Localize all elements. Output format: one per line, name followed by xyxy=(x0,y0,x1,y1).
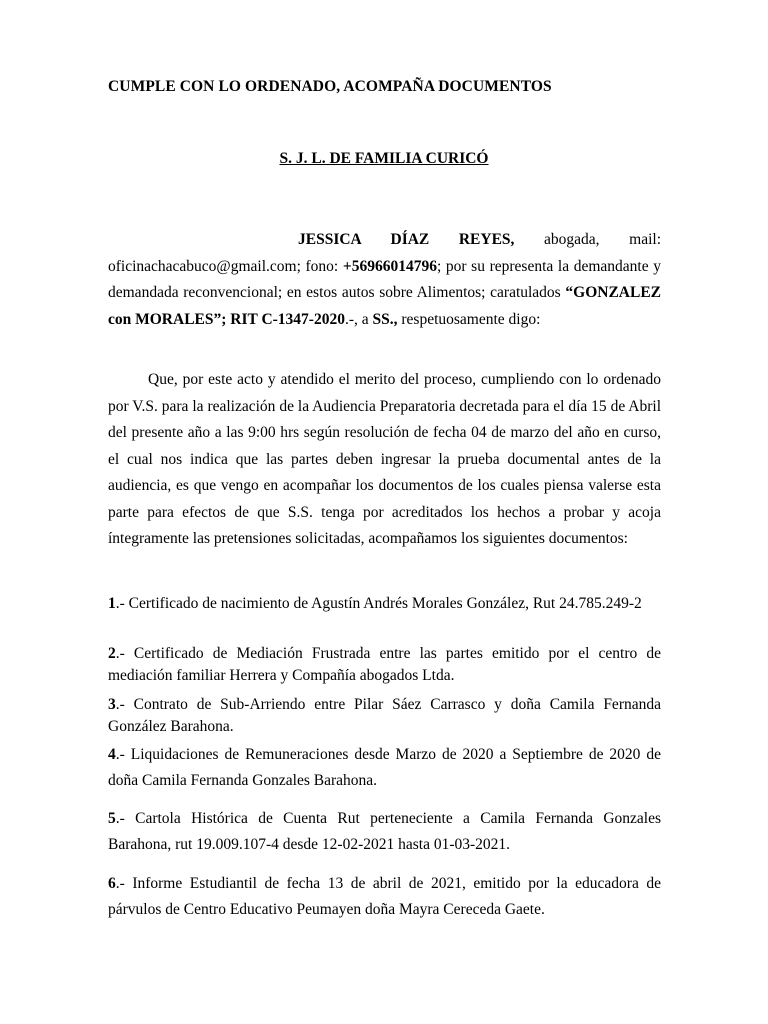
item-separator: .- xyxy=(115,875,125,892)
item-separator: .- xyxy=(115,810,125,827)
item-text: Informe Estudiantil de fecha 13 de abril de 2021, emitido por la educadora de párvulos de Centro Educativo Peumayen doña Mayra Cereceda Gaete. xyxy=(108,875,661,918)
document-item-1 xyxy=(108,593,661,615)
item-separator: .- xyxy=(115,696,125,713)
ss-reference: SS., xyxy=(372,310,398,328)
document-item-5 xyxy=(108,806,661,858)
item-number: 5 xyxy=(108,810,116,827)
document-item-6 xyxy=(108,871,661,923)
phone-number: +56966014796 xyxy=(342,257,437,275)
court-addressee: S. J. L. DE FAMILIA CURICÓ xyxy=(279,150,489,167)
document-item-3 xyxy=(108,694,661,738)
item-text: Cartola Histórica de Cuenta Rut perteneciente a Camila Fernanda Gonzales Barahona, rut 19.009.107-4 desde 12-02-2021 hasta 01-03-2021. xyxy=(108,810,661,853)
item-separator: .- xyxy=(115,746,125,763)
document-heading: CUMPLE CON LO ORDENADO, ACOMPAÑA DOCUMENTOS xyxy=(108,78,552,95)
lawyer-name: JESSICA DÍAZ REYES, xyxy=(298,231,515,248)
item-number: 4 xyxy=(108,746,116,763)
item-text: Certificado de Mediación Frustrada entre las partes emitido por el centro de mediación familiar Herrera y Compañía abogados Ltda. xyxy=(108,645,661,684)
item-text: Liquidaciones de Remuneraciones desde Marzo de 2020 a Septiembre de 2020 de doña Camila Fernanda Gonzales Barahona. xyxy=(108,746,661,789)
case-caption: “GONZALEZ con MORALES”; RIT C-1347-2020 xyxy=(108,284,661,328)
intro-paragraph xyxy=(108,227,661,333)
intro-text-3: .-, a xyxy=(344,310,373,328)
item-text: Certificado de nacimiento de Agustín Andrés Morales González, Rut 24.785.249-2 xyxy=(124,595,642,612)
body-paragraph xyxy=(108,367,661,553)
item-number: 1 xyxy=(108,595,116,612)
document-item-2 xyxy=(108,643,661,687)
intro-text-2: ; por su representa la demandante y demandada reconvencional; en estos autos sobre Alimentos; caratulados xyxy=(108,257,661,302)
item-separator: .- xyxy=(115,595,125,612)
document-item-4 xyxy=(108,742,661,794)
body-text: Que, por este acto y atendido el merito del proceso, cumpliendo con lo ordenado por V.S. para la realización de la Audiencia Preparatoria decretada para el día 15 de Abril del presente año a las 9:00 hrs según resolución de fecha 04 de marzo del año en curso, el cual nos indica que las partes deben ingresar la prueba documental antes de la audiencia, es que vengo en acompañar los documentos de los cuales piensa valerse esta parte para efectos de que S.S. tenga por acreditados los hechos a probar y acoja íntegramente las pretensiones solicitadas, acompañamos los siguientes documentos: xyxy=(108,371,661,547)
item-number: 6 xyxy=(108,875,116,892)
intro-text-4: respetuosamente digo: xyxy=(397,310,541,328)
intro-text-1: abogada, mail: oficinachacabuco@gmail.com; fono: xyxy=(108,231,661,275)
item-number: 2 xyxy=(108,645,116,662)
item-separator: .- xyxy=(115,645,125,662)
item-number: 3 xyxy=(108,696,116,713)
item-text: Contrato de Sub-Arriendo entre Pilar Sáez Carrasco y doña Camila Fernanda González Barahona. xyxy=(108,696,661,735)
